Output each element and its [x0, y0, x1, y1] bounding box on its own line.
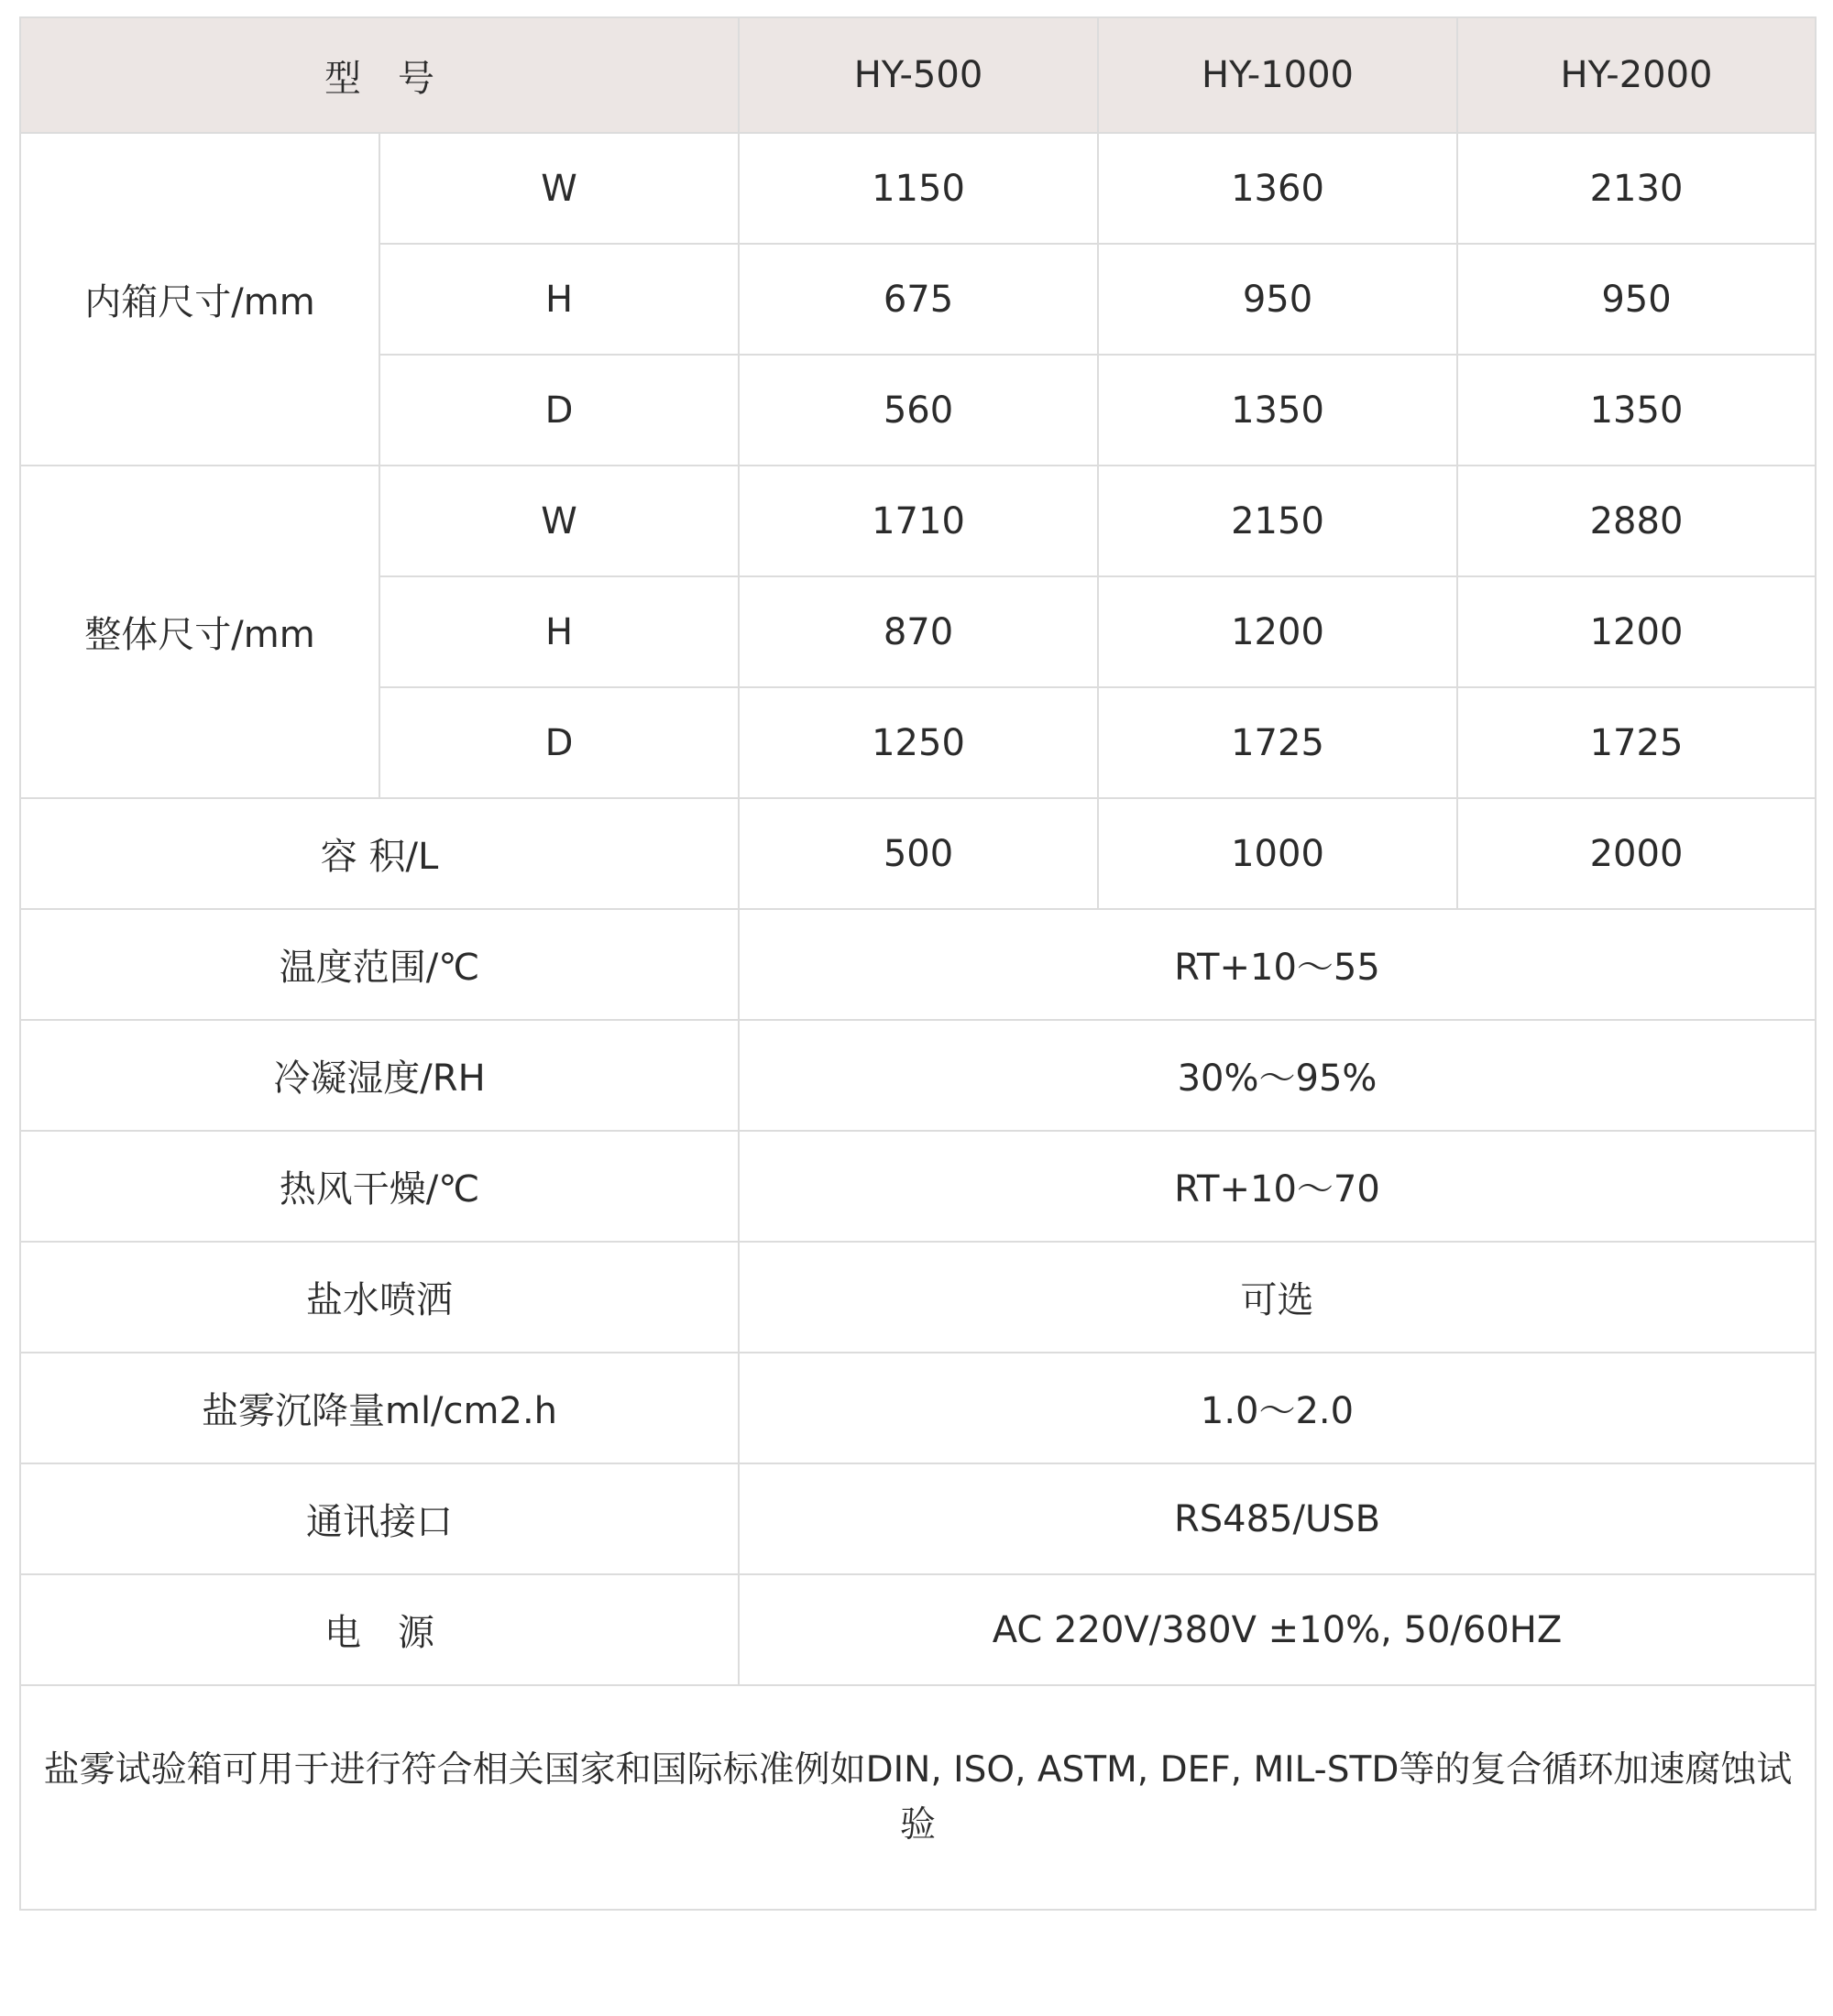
- table-cell: 2000: [1457, 798, 1816, 909]
- dimension-label: H: [379, 576, 739, 687]
- table-row: [20, 1353, 1816, 1463]
- table-cell: 2150: [1098, 466, 1457, 576]
- table-row: [20, 1242, 1816, 1353]
- model-header-hy500: HY-500: [739, 17, 1098, 133]
- spec-value: RT+10～70: [739, 1131, 1816, 1242]
- model-header-hy1000: HY-1000: [1098, 17, 1457, 133]
- spec-label: 盐雾沉降量ml/cm2.h: [20, 1353, 739, 1463]
- header-row: [20, 17, 1816, 133]
- table-cell: 1150: [739, 133, 1098, 244]
- table-row: [20, 1463, 1816, 1574]
- table-row: [20, 466, 1816, 576]
- table-row: [20, 133, 1816, 244]
- spec-value: RT+10～55: [739, 909, 1816, 1020]
- table-cell: 1200: [1098, 576, 1457, 687]
- table-cell: 1725: [1098, 687, 1457, 798]
- model-header-hy2000: HY-2000: [1457, 17, 1816, 133]
- table-cell: 1250: [739, 687, 1098, 798]
- table-cell: 1000: [1098, 798, 1457, 909]
- spec-value: RS485/USB: [739, 1463, 1816, 1574]
- dimension-label: W: [379, 133, 739, 244]
- table-row: [20, 1574, 1816, 1685]
- volume-label: 容 积/L: [20, 798, 739, 909]
- spec-label: 热风干燥/℃: [20, 1131, 739, 1242]
- dimension-label: H: [379, 244, 739, 355]
- table-cell: 500: [739, 798, 1098, 909]
- table-cell: 560: [739, 355, 1098, 466]
- spec-label: 通讯接口: [20, 1463, 739, 1574]
- spec-label: 盐水喷洒: [20, 1242, 739, 1353]
- table-row: [20, 909, 1816, 1020]
- inner-size-label: 内箱尺寸/mm: [20, 133, 379, 466]
- table-cell: 950: [1098, 244, 1457, 355]
- table-cell: 1710: [739, 466, 1098, 576]
- table-cell: 870: [739, 576, 1098, 687]
- table-row: [20, 1020, 1816, 1131]
- model-label-cell: 型 号: [20, 17, 739, 133]
- note-text: 盐雾试验箱可用于进行符合相关国家和国际标准例如DIN, ISO, ASTM, DEF, MIL-STD等的复合循环加速腐蚀试验: [20, 1685, 1816, 1910]
- table-cell: 2130: [1457, 133, 1816, 244]
- outer-size-label: 整体尺寸/mm: [20, 466, 379, 798]
- table-row: [20, 1131, 1816, 1242]
- spec-label: 电 源: [20, 1574, 739, 1685]
- note-row: [20, 1685, 1816, 1910]
- table-cell: 950: [1457, 244, 1816, 355]
- table-cell: 675: [739, 244, 1098, 355]
- spec-value: 30%～95%: [739, 1020, 1816, 1131]
- table-cell: 1350: [1457, 355, 1816, 466]
- spec-value: 可选: [739, 1242, 1816, 1353]
- dimension-label: D: [379, 355, 739, 466]
- spec-value: AC 220V/380V ±10%, 50/60HZ: [739, 1574, 1816, 1685]
- table-cell: 1360: [1098, 133, 1457, 244]
- table-cell: 1200: [1457, 576, 1816, 687]
- spec-label: 冷凝湿度/RH: [20, 1020, 739, 1131]
- dimension-label: W: [379, 466, 739, 576]
- table-cell: 2880: [1457, 466, 1816, 576]
- table-cell: 1725: [1457, 687, 1816, 798]
- spec-value: 1.0～2.0: [739, 1353, 1816, 1463]
- spec-table: [19, 16, 1817, 1911]
- table-row: [20, 798, 1816, 909]
- table-cell: 1350: [1098, 355, 1457, 466]
- spec-label: 温度范围/℃: [20, 909, 739, 1020]
- dimension-label: D: [379, 687, 739, 798]
